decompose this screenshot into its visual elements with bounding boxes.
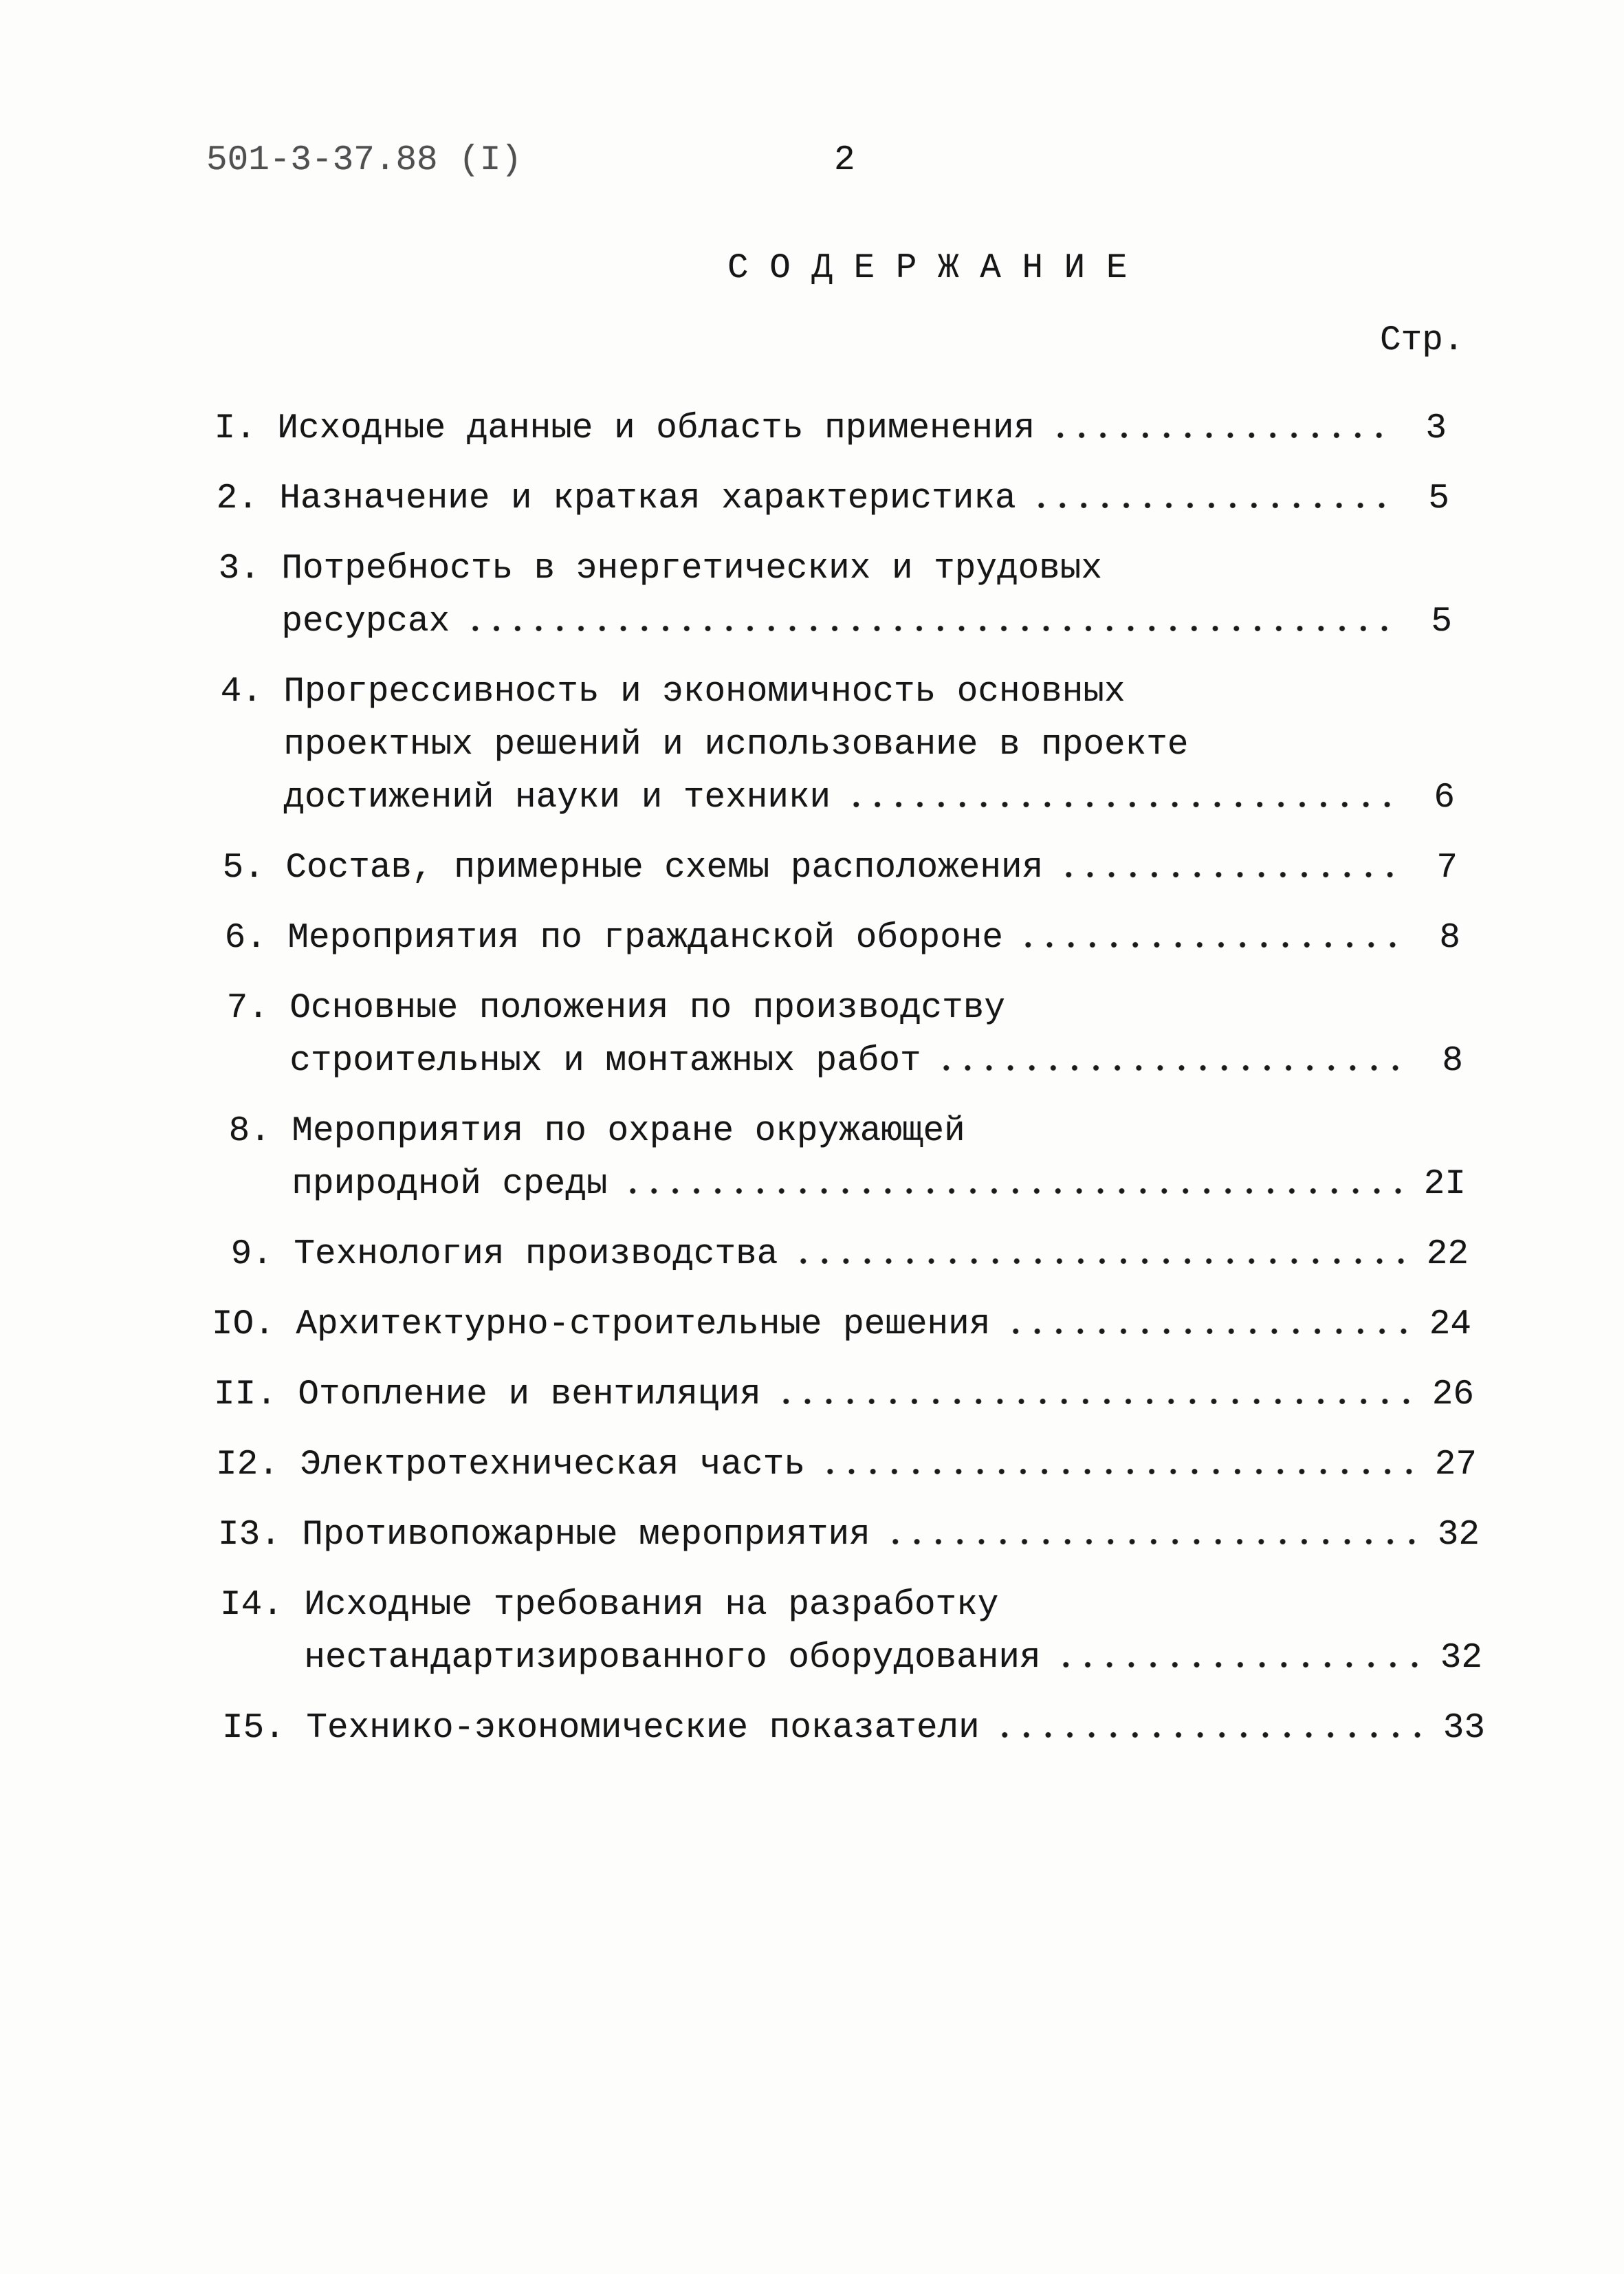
dot-leader xyxy=(1050,431,1390,439)
toc-entry xyxy=(220,1579,1482,1685)
toc-entry-line xyxy=(285,842,1458,895)
toc-entry-page: 2I xyxy=(1423,1165,1467,1204)
toc-entry-page: 5 xyxy=(1431,602,1452,642)
toc-entry-text: природной среды xyxy=(292,1165,608,1204)
toc-entry-text: нестандартизированного оборудования xyxy=(304,1639,1041,1678)
toc-entry-line xyxy=(281,543,1452,595)
toc-entry xyxy=(212,1298,1471,1351)
toc-entry-page: 24 xyxy=(1429,1305,1472,1344)
dot-leader xyxy=(885,1538,1423,1546)
toc-entry-title xyxy=(283,666,1455,824)
toc-entry xyxy=(216,1439,1477,1491)
toc-entry-line xyxy=(281,595,1452,648)
toc-entry-title xyxy=(292,1105,1466,1211)
toc-entry-line xyxy=(289,982,1463,1035)
toc-entry-line xyxy=(302,1509,1480,1562)
dot-leader xyxy=(1031,501,1392,510)
toc-entry-line xyxy=(304,1632,1482,1685)
toc-entry-page: 8 xyxy=(1439,919,1460,958)
toc-entry-text: достижений науки и техники xyxy=(283,778,831,818)
toc-entry-title xyxy=(302,1509,1480,1562)
dot-leader xyxy=(936,1064,1406,1072)
dot-leader xyxy=(1058,871,1401,879)
toc-entry-number: 5. xyxy=(222,849,265,888)
toc-entry xyxy=(193,402,1447,455)
toc-entry-line xyxy=(287,912,1460,965)
dot-leader xyxy=(776,1397,1417,1406)
dot-leader xyxy=(1005,1327,1415,1335)
toc-entry-line xyxy=(296,1298,1471,1351)
toc-entry-line xyxy=(298,1368,1474,1421)
toc-entry-line xyxy=(306,1702,1485,1755)
toc-entry-text: Прогрессивность и экономичность основных xyxy=(283,673,1126,712)
toc-entry-text: Технология производства xyxy=(294,1235,778,1274)
toc-entry-title xyxy=(279,472,1449,525)
toc-entry-page: 6 xyxy=(1434,778,1455,818)
toc-entry-text: строительных и монтажных работ xyxy=(289,1042,921,1081)
toc-entry-title xyxy=(285,842,1458,895)
toc-entry-page: 32 xyxy=(1437,1516,1480,1555)
toc-entry-title xyxy=(289,982,1463,1088)
toc-entry-page: 3 xyxy=(1425,409,1447,448)
toc-entry xyxy=(208,1105,1466,1211)
toc-entry xyxy=(210,1228,1469,1281)
dot-leader xyxy=(622,1187,1409,1195)
toc-entry-text: Противопожарные мероприятия xyxy=(302,1516,870,1555)
toc-entry-page: 22 xyxy=(1426,1235,1469,1274)
toc-entry xyxy=(206,982,1463,1088)
toc-entry-title xyxy=(306,1702,1485,1755)
toc-entry-line xyxy=(304,1579,1482,1632)
dot-leader xyxy=(846,800,1398,809)
toc-entry-text: Основные положения по производству xyxy=(289,989,1005,1028)
toc-entry-line xyxy=(292,1158,1466,1211)
toc-entry-page: 32 xyxy=(1440,1639,1483,1678)
toc-entry-page: 27 xyxy=(1434,1445,1478,1485)
toc-entry-number: 2. xyxy=(216,479,259,518)
toc-entry xyxy=(204,912,1460,965)
toc-entry-number: 6. xyxy=(224,919,267,958)
toc-entry-text: ресурсах xyxy=(281,602,450,642)
toc-entry-number: I2. xyxy=(216,1445,279,1485)
toc-entry xyxy=(222,1702,1485,1755)
toc-entry-number: 7. xyxy=(226,989,269,1028)
toc-entry-text: Исходные требования на разработку xyxy=(304,1586,999,1625)
toc-entry-title xyxy=(304,1579,1482,1685)
toc-entry-line xyxy=(283,666,1455,719)
toc-entry-text: Мероприятия по гражданской обороне xyxy=(287,919,1003,958)
toc-entry-number: IO. xyxy=(212,1305,275,1344)
toc-entry-text: Состав, примерные схемы расположения xyxy=(285,849,1044,888)
toc-entry-title xyxy=(294,1228,1469,1281)
toc-entry-title xyxy=(287,912,1460,965)
toc-entry-page: 7 xyxy=(1436,849,1458,888)
toc-entry-number: I. xyxy=(214,409,256,448)
dot-leader xyxy=(465,624,1396,633)
page-number: 2 xyxy=(834,141,855,180)
toc-entry-line xyxy=(277,402,1447,455)
toc-entry-number: I4. xyxy=(220,1586,283,1625)
toc-entry-line xyxy=(300,1439,1477,1491)
toc-entry-text: проектных решений и использование в проекте xyxy=(283,725,1189,765)
toc-entry xyxy=(197,543,1452,648)
toc-entry-number: 8. xyxy=(228,1112,271,1151)
toc-entry-page: 8 xyxy=(1442,1042,1463,1081)
page-column-label: Стр. xyxy=(1380,321,1464,360)
toc-entry-line xyxy=(279,472,1449,525)
toc-entry-text: Архитектурно-строительные решения xyxy=(296,1305,991,1344)
toc-entry xyxy=(214,1368,1474,1421)
toc-entry-title xyxy=(277,402,1447,455)
toc-entry-text: Технико-экономические показатели xyxy=(306,1709,980,1748)
toc-entry-number: I5. xyxy=(222,1709,285,1748)
toc-entry-text: Исходные данные и область применения xyxy=(277,409,1035,448)
toc-entry-text: Назначение и краткая характеристика xyxy=(279,479,1016,518)
toc-entry-text: Мероприятия по охране окружающей xyxy=(292,1112,965,1151)
toc-entry-page: 33 xyxy=(1442,1709,1486,1748)
document-code: 501-3-37.88 (I) xyxy=(206,141,523,180)
dot-leader xyxy=(1055,1661,1425,1669)
toc-entry xyxy=(199,666,1455,824)
toc-entry-number: II. xyxy=(214,1375,277,1414)
page-title: С О Д Е Р Ж А Н И Е xyxy=(727,249,1128,288)
toc-entry xyxy=(201,842,1458,895)
toc-entry-number: 9. xyxy=(230,1235,273,1274)
dot-leader xyxy=(793,1257,1412,1265)
toc-entry-page: 5 xyxy=(1428,479,1449,518)
toc-entry-number: 4. xyxy=(220,673,263,712)
toc-entry-line xyxy=(294,1228,1469,1281)
table-of-contents xyxy=(193,402,1485,1755)
toc-entry-number: 3. xyxy=(218,549,261,589)
dot-leader xyxy=(820,1467,1420,1476)
toc-entry-title xyxy=(296,1298,1471,1351)
toc-entry-title xyxy=(300,1439,1477,1491)
dot-leader xyxy=(994,1731,1428,1739)
toc-entry-number: I3. xyxy=(218,1516,281,1555)
toc-entry-text: Потребность в энергетических и трудовых xyxy=(281,549,1103,589)
toc-entry-line xyxy=(289,1035,1463,1088)
toc-entry-title xyxy=(281,543,1452,648)
toc-entry-text: Отопление и вентиляция xyxy=(298,1375,761,1414)
toc-entry-text: Электротехническая часть xyxy=(300,1445,805,1485)
toc-entry-line xyxy=(283,719,1455,772)
toc-entry xyxy=(195,472,1449,525)
toc-entry-line xyxy=(292,1105,1466,1158)
toc-entry-title xyxy=(298,1368,1474,1421)
dot-leader xyxy=(1018,941,1403,949)
toc-entry-page: 26 xyxy=(1431,1375,1475,1414)
toc-entry xyxy=(218,1509,1480,1562)
toc-entry-line xyxy=(283,772,1455,824)
